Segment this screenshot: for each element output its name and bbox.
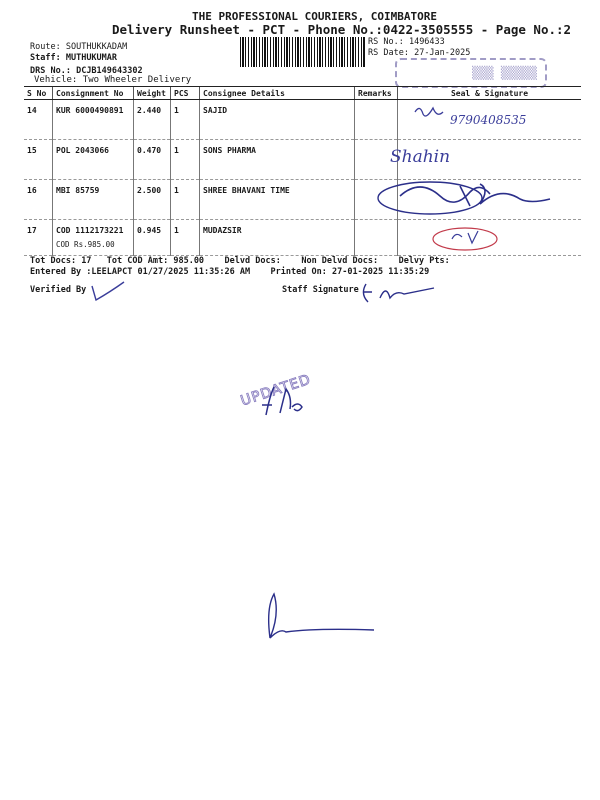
verified-by-label: Verified By	[30, 285, 87, 295]
cod-note: COD Rs.985.00	[56, 240, 115, 249]
entered-by-label: Entered By :	[30, 267, 92, 277]
rs-no-value: 1496433	[408, 37, 445, 47]
cell-weight: 2.440	[134, 100, 171, 140]
vehicle-line	[34, 75, 191, 85]
cell-consignee: SONS PHARMA	[200, 140, 355, 180]
rubber-stamp: ▒▒▒ ▒▒▒▒▒	[395, 58, 547, 88]
staff-signature-label: Staff Signature	[282, 285, 359, 295]
runsheet-subtitle: Delivery Runsheet - PCT - Phone No.:0422-3505555 - Page No.:2	[112, 22, 572, 37]
col-remarks: Remarks	[355, 87, 398, 100]
cell-pcs: 1	[171, 220, 200, 256]
delvd-label: Delvd Docs:	[224, 256, 281, 266]
entered-by-value: LEELAPCT 01/27/2025 11:35:26 AM	[91, 267, 251, 277]
cell-consignment: MBI 85759	[53, 180, 134, 220]
col-consignee: Consignee Details	[200, 87, 355, 100]
printed-on-label: Printed On:	[270, 267, 327, 277]
entered-line	[30, 267, 429, 277]
updated-stamp	[230, 355, 340, 425]
tot-cod-value: 985.00	[173, 256, 205, 266]
verified-signature	[90, 280, 130, 305]
route-label: Route:	[30, 42, 61, 52]
rs-date-label: RS Date:	[368, 48, 409, 58]
signature-row-17	[430, 225, 510, 255]
cell-sno: 15	[24, 140, 53, 180]
col-sno: S No	[24, 87, 53, 100]
barcode	[240, 37, 365, 67]
staff-label: Staff:	[30, 53, 61, 63]
rs-no-label: RS No.:	[368, 37, 404, 47]
vehicle-value: Two Wheeler Delivery	[82, 75, 192, 85]
table-header-row	[24, 87, 581, 100]
cell-consignee: MUDAZSIR	[200, 220, 355, 256]
row14-phone: 9790408535	[450, 113, 527, 127]
col-weight: Weight	[134, 87, 171, 100]
vehicle-label: Vehicle:	[34, 75, 78, 85]
route-value: SOUTHUKKADAM	[65, 42, 128, 52]
rs-no-line	[368, 37, 445, 47]
printed-on-value: 27-01-2025 11:35:29	[331, 267, 430, 277]
tot-docs-label: Tot Docs:	[30, 256, 77, 266]
signature-row-14	[405, 100, 565, 130]
cell-weight: 2.500	[134, 180, 171, 220]
cell-sno: 17	[24, 220, 53, 256]
non-delvd-label: Non Delvd Docs:	[301, 256, 379, 266]
cell-consignment	[53, 220, 134, 256]
cell-sno: 16	[24, 180, 53, 220]
rs-date-value: 27-Jan-2025	[414, 48, 471, 58]
rs-date-line	[368, 48, 470, 58]
signature-row-16	[370, 176, 580, 221]
cell-consignment: KUR 6000490891	[53, 100, 134, 140]
cell-consignee: SAJID	[200, 100, 355, 140]
signature-row-15	[390, 140, 500, 170]
col-consignment: Consignment No	[53, 87, 134, 100]
cell-remarks	[355, 220, 398, 256]
delvy-pts-label: Delvy Pts:	[398, 256, 450, 266]
cell-pcs: 1	[171, 100, 200, 140]
staff-signature	[360, 280, 450, 305]
row15-name: Shahin	[390, 147, 451, 167]
consignment-number: COD 1112173221	[56, 226, 124, 235]
tot-cod-label: Tot COD Amt:	[106, 256, 169, 266]
route-line	[30, 42, 127, 52]
updated-stamp-text: UPDATED	[238, 371, 314, 410]
cell-sno: 14	[24, 100, 53, 140]
col-pcs: PCS	[171, 87, 200, 100]
staff-line	[30, 53, 117, 63]
drs-label: DRS No.:	[30, 66, 71, 76]
col-signature: Seal & Signature	[398, 87, 582, 100]
cell-pcs: 1	[171, 180, 200, 220]
company-title: THE PROFESSIONAL COURIERS, COIMBATORE	[192, 10, 438, 23]
drs-value: DCJB149643302	[76, 66, 143, 76]
cell-pcs: 1	[171, 140, 200, 180]
cell-weight: 0.470	[134, 140, 171, 180]
totals-line	[30, 256, 450, 266]
cell-remarks	[355, 100, 398, 140]
tot-docs-value: 17	[81, 256, 92, 266]
cell-consignment: POL 2043066	[53, 140, 134, 180]
cell-weight: 0.945	[134, 220, 171, 256]
bottom-signature	[260, 590, 380, 645]
staff-value: MUTHUKUMAR	[65, 53, 118, 63]
cell-consignee: SHREE BHAVANI TIME	[200, 180, 355, 220]
